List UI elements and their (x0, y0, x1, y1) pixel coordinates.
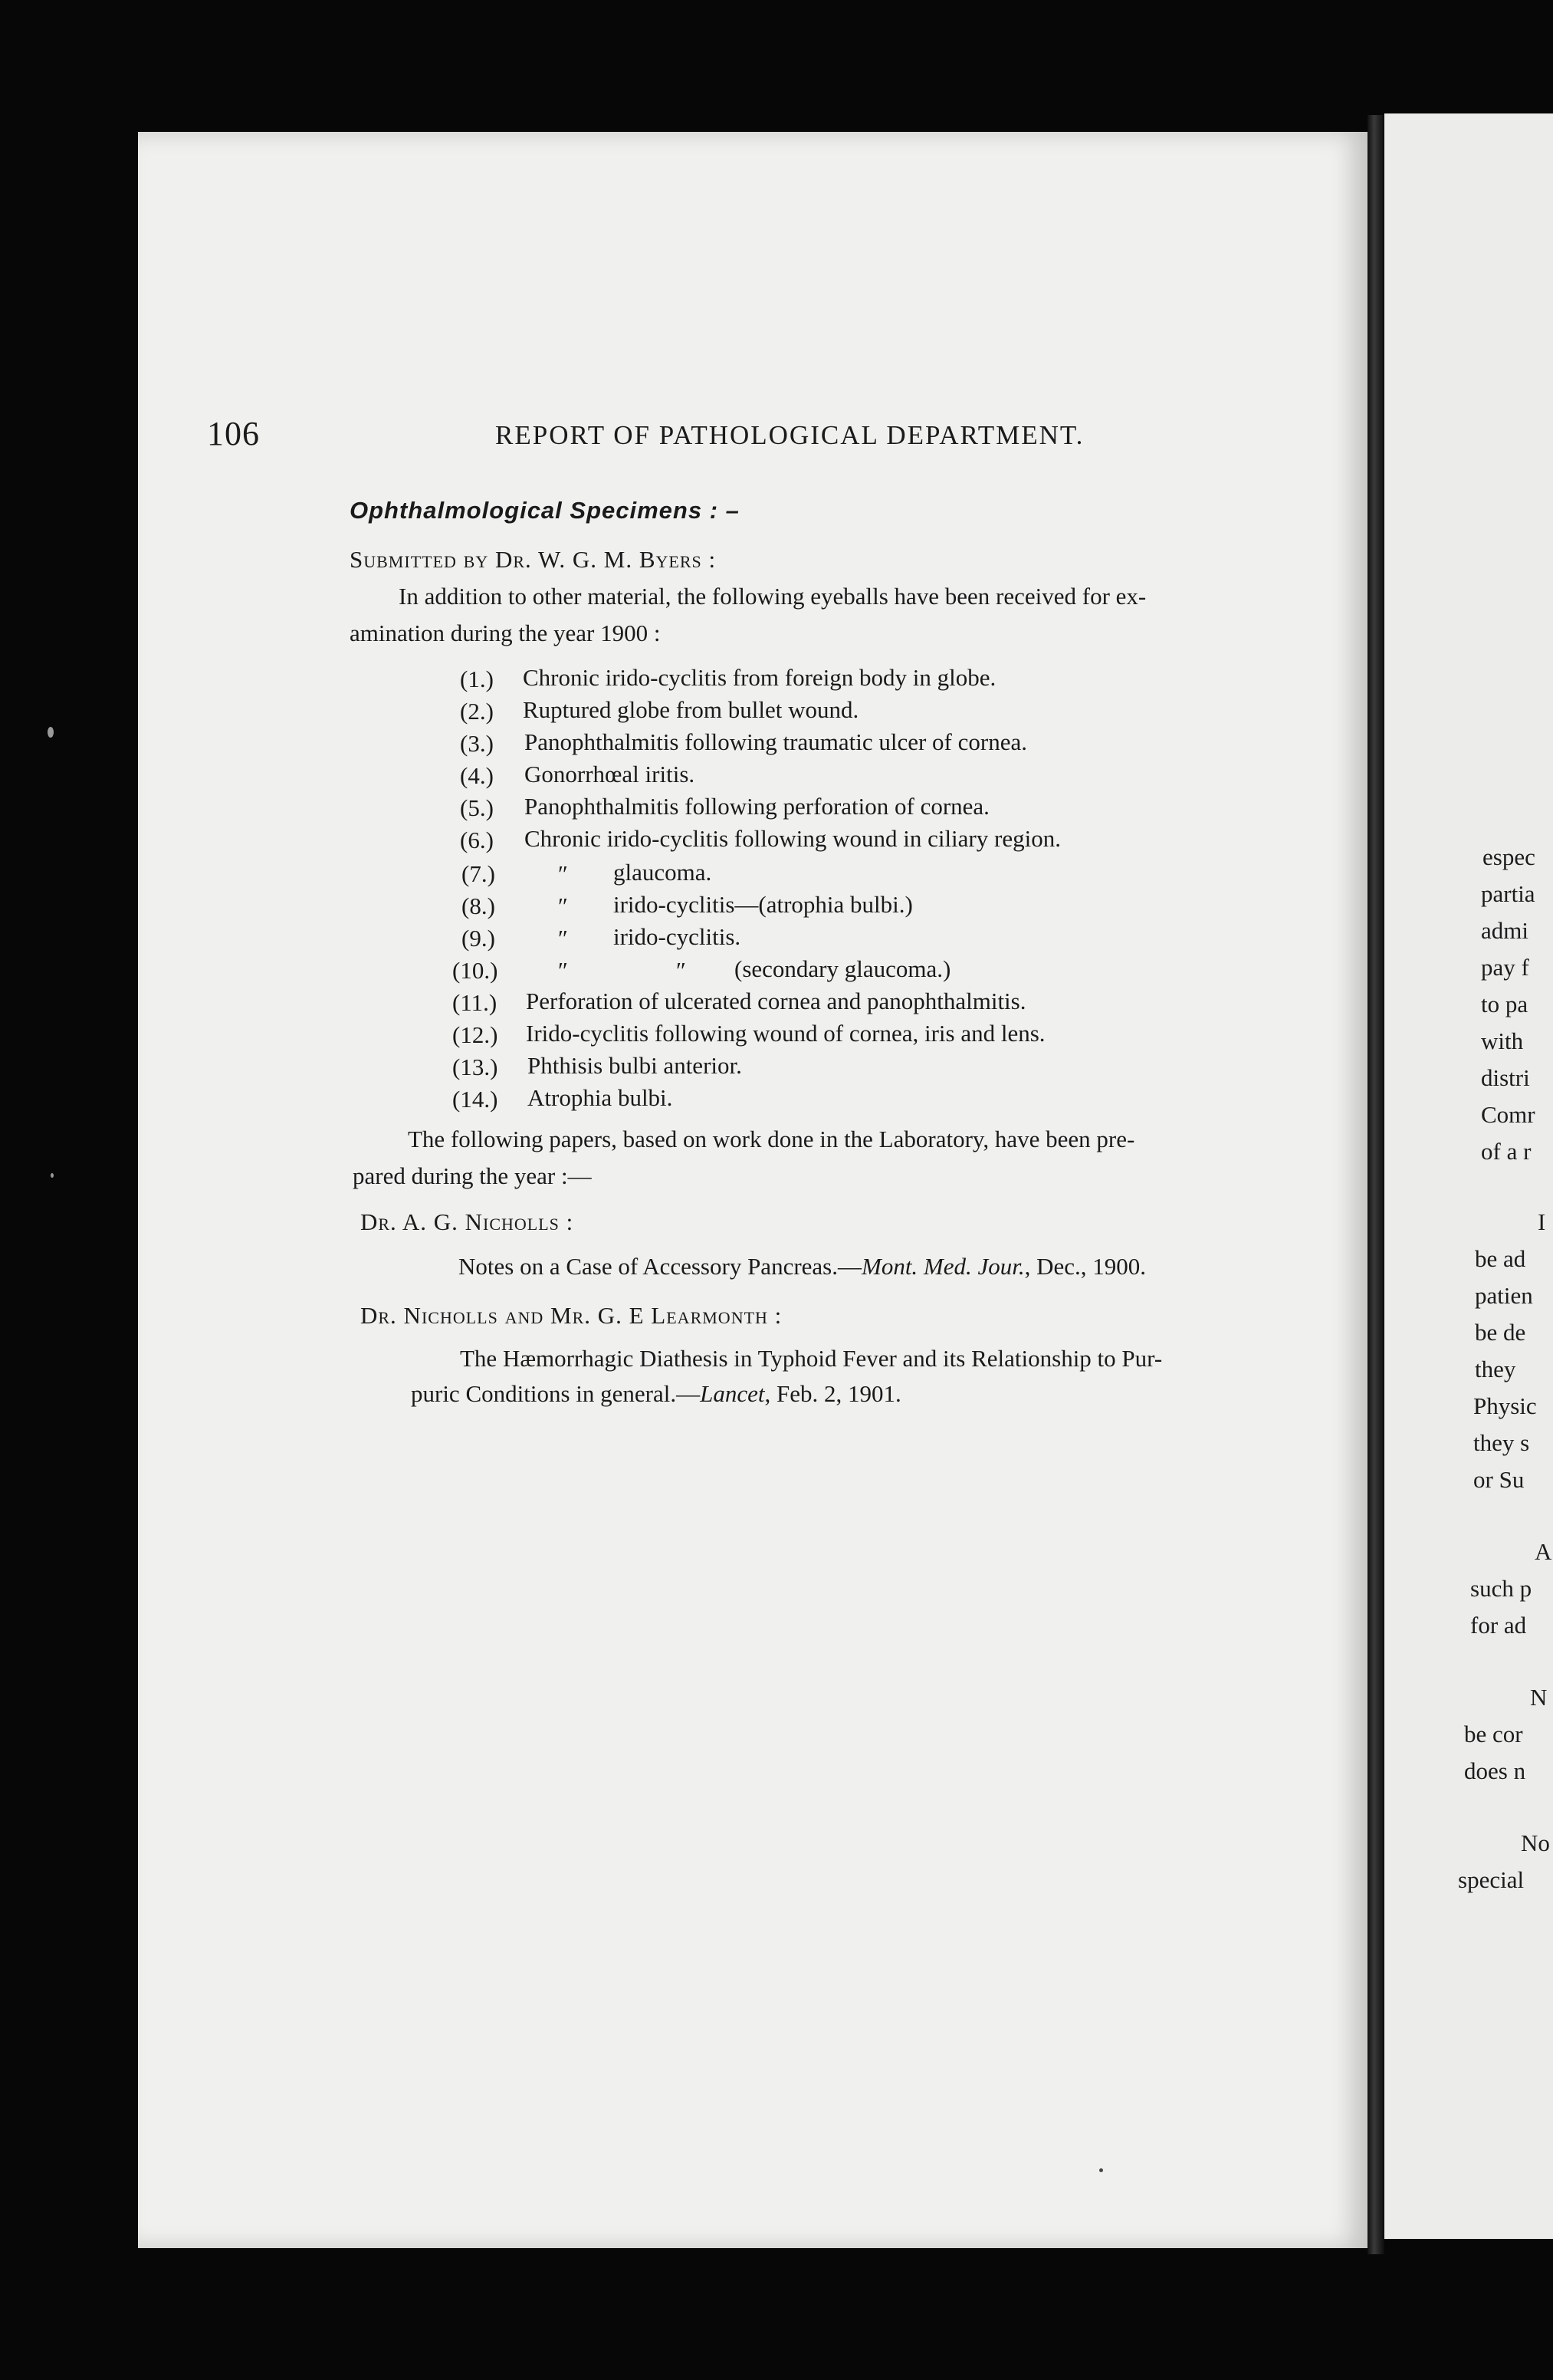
intro-line-1: In addition to other material, the following eyeballs have been received for ex- (399, 583, 1147, 610)
paper-1-title: Notes on a Case of Accessory Pancreas.— (458, 1253, 862, 1280)
list-item-number: (9.) (461, 925, 495, 952)
paper-2-date: , Feb. 2, 1901. (764, 1380, 901, 1407)
intro-line-2: amination during the year 1900 : (350, 620, 661, 646)
list-item-text: Panophthalmitis following perforation of cornea. (524, 793, 990, 820)
facing-fragment: Comr (1481, 1101, 1535, 1128)
ditto-mark: ″ (557, 957, 566, 984)
facing-fragment: does n (1464, 1757, 1526, 1784)
list-item-number: (13.) (452, 1054, 498, 1080)
facing-fragment: be cor (1464, 1721, 1523, 1747)
facing-fragment: partia (1481, 880, 1535, 907)
paper-2-title-line-1: The Hæmorrhagic Diathesis in Typhoid Fever and its Relationship to Pur- (460, 1345, 1163, 1372)
list-item-text: Atrophia bulbi. (527, 1084, 673, 1111)
paper-2-citation (411, 1380, 901, 1408)
paper-1-date: , Dec., 1900. (1024, 1253, 1147, 1280)
facing-fragment: espec (1482, 843, 1535, 870)
list-item-text: Gonorrhœal iritis. (524, 761, 695, 787)
facing-fragment: N (1530, 1684, 1548, 1711)
paper-2-title-line-2: puric Conditions in general.— (411, 1380, 701, 1407)
list-item-text: Chronic irido-cyclitis from foreign body in globe. (523, 664, 996, 691)
facing-fragment: A (1535, 1538, 1552, 1565)
facing-fragment: of a r (1481, 1138, 1532, 1165)
scan-speck (48, 727, 54, 738)
paper-2-author: Dr. Nicholls and Mr. G. E Learmonth : (360, 1302, 783, 1329)
list-item-number: (14.) (452, 1086, 498, 1113)
facing-fragment: they (1475, 1356, 1516, 1382)
facing-fragment: distri (1481, 1064, 1530, 1091)
ditto-mark: ″ (557, 893, 566, 919)
facing-fragment: I (1538, 1208, 1546, 1235)
list-item-number: (10.) (452, 957, 498, 984)
ditto-mark: ″ (675, 957, 685, 984)
facing-fragment: with (1481, 1027, 1524, 1054)
list-item-number: (2.) (460, 698, 494, 725)
facing-fragment: such p (1470, 1575, 1532, 1602)
papers-intro-line-1: The following papers, based on work done in the Laboratory, have been pre- (408, 1126, 1135, 1152)
list-item-number: (1.) (460, 666, 494, 692)
facing-fragment: be de (1475, 1319, 1526, 1346)
list-item-number: (8.) (461, 893, 495, 919)
scan-speck (51, 1173, 54, 1178)
paper-2-journal: Lancet (700, 1380, 765, 1407)
facing-fragment: for ad (1470, 1612, 1527, 1639)
facing-fragment: Physic (1473, 1392, 1537, 1419)
ditto-mark: ″ (557, 860, 566, 887)
submitted-by-line: Submitted by Dr. W. G. M. Byers : (350, 546, 717, 573)
list-item-text: glaucoma. (613, 859, 712, 886)
scan-speck (1099, 2168, 1103, 2172)
list-item-number: (7.) (461, 860, 495, 887)
facing-page (1384, 113, 1553, 2239)
facing-fragment: patien (1475, 1282, 1533, 1309)
list-item-text: Perforation of ulcerated cornea and panophthalmitis. (526, 988, 1026, 1014)
list-item-number: (5.) (460, 794, 494, 821)
list-item-text: Phthisis bulbi anterior. (527, 1052, 742, 1079)
list-item-number: (4.) (460, 762, 494, 789)
list-item-number: (11.) (452, 989, 497, 1016)
list-item-text: Chronic irido-cyclitis following wound in ciliary region. (524, 825, 1061, 852)
section-heading: Ophthalmological Specimens : – (350, 497, 740, 524)
facing-fragment: or Su (1473, 1466, 1525, 1493)
paper-1-journal: Mont. Med. Jour. (862, 1253, 1025, 1280)
ditto-mark: ″ (557, 925, 566, 952)
facing-fragment: they s (1473, 1429, 1530, 1456)
facing-fragment: be ad (1475, 1245, 1526, 1272)
paper-1-author: Dr. A. G. Nicholls : (360, 1208, 574, 1235)
list-item-number: (6.) (460, 827, 494, 853)
list-item-text: Ruptured globe from bullet wound. (523, 696, 859, 723)
list-item-text: Panophthalmitis following traumatic ulcer of cornea. (524, 728, 1027, 755)
facing-fragment: admi (1481, 917, 1528, 944)
list-item-text: Irido-cyclitis following wound of cornea, iris and lens. (526, 1020, 1046, 1047)
page-number: 106 (207, 415, 260, 452)
list-item-text: (secondary glaucoma.) (734, 955, 951, 982)
list-item-text: irido-cyclitis—(atrophia bulbi.) (613, 891, 913, 918)
list-item-text: irido-cyclitis. (613, 923, 741, 950)
facing-fragment: No (1521, 1829, 1550, 1856)
facing-fragment: special (1458, 1866, 1525, 1893)
list-item-number: (12.) (452, 1021, 498, 1048)
facing-fragment: pay f (1481, 954, 1529, 981)
book-gutter (1367, 115, 1384, 2254)
facing-fragment: to pa (1481, 991, 1528, 1017)
list-item-number: (3.) (460, 730, 494, 757)
running-title: REPORT OF PATHOLOGICAL DEPARTMENT. (495, 420, 1085, 450)
papers-intro-line-2: pared during the year :— (353, 1162, 592, 1189)
paper-1-citation (458, 1253, 1146, 1280)
